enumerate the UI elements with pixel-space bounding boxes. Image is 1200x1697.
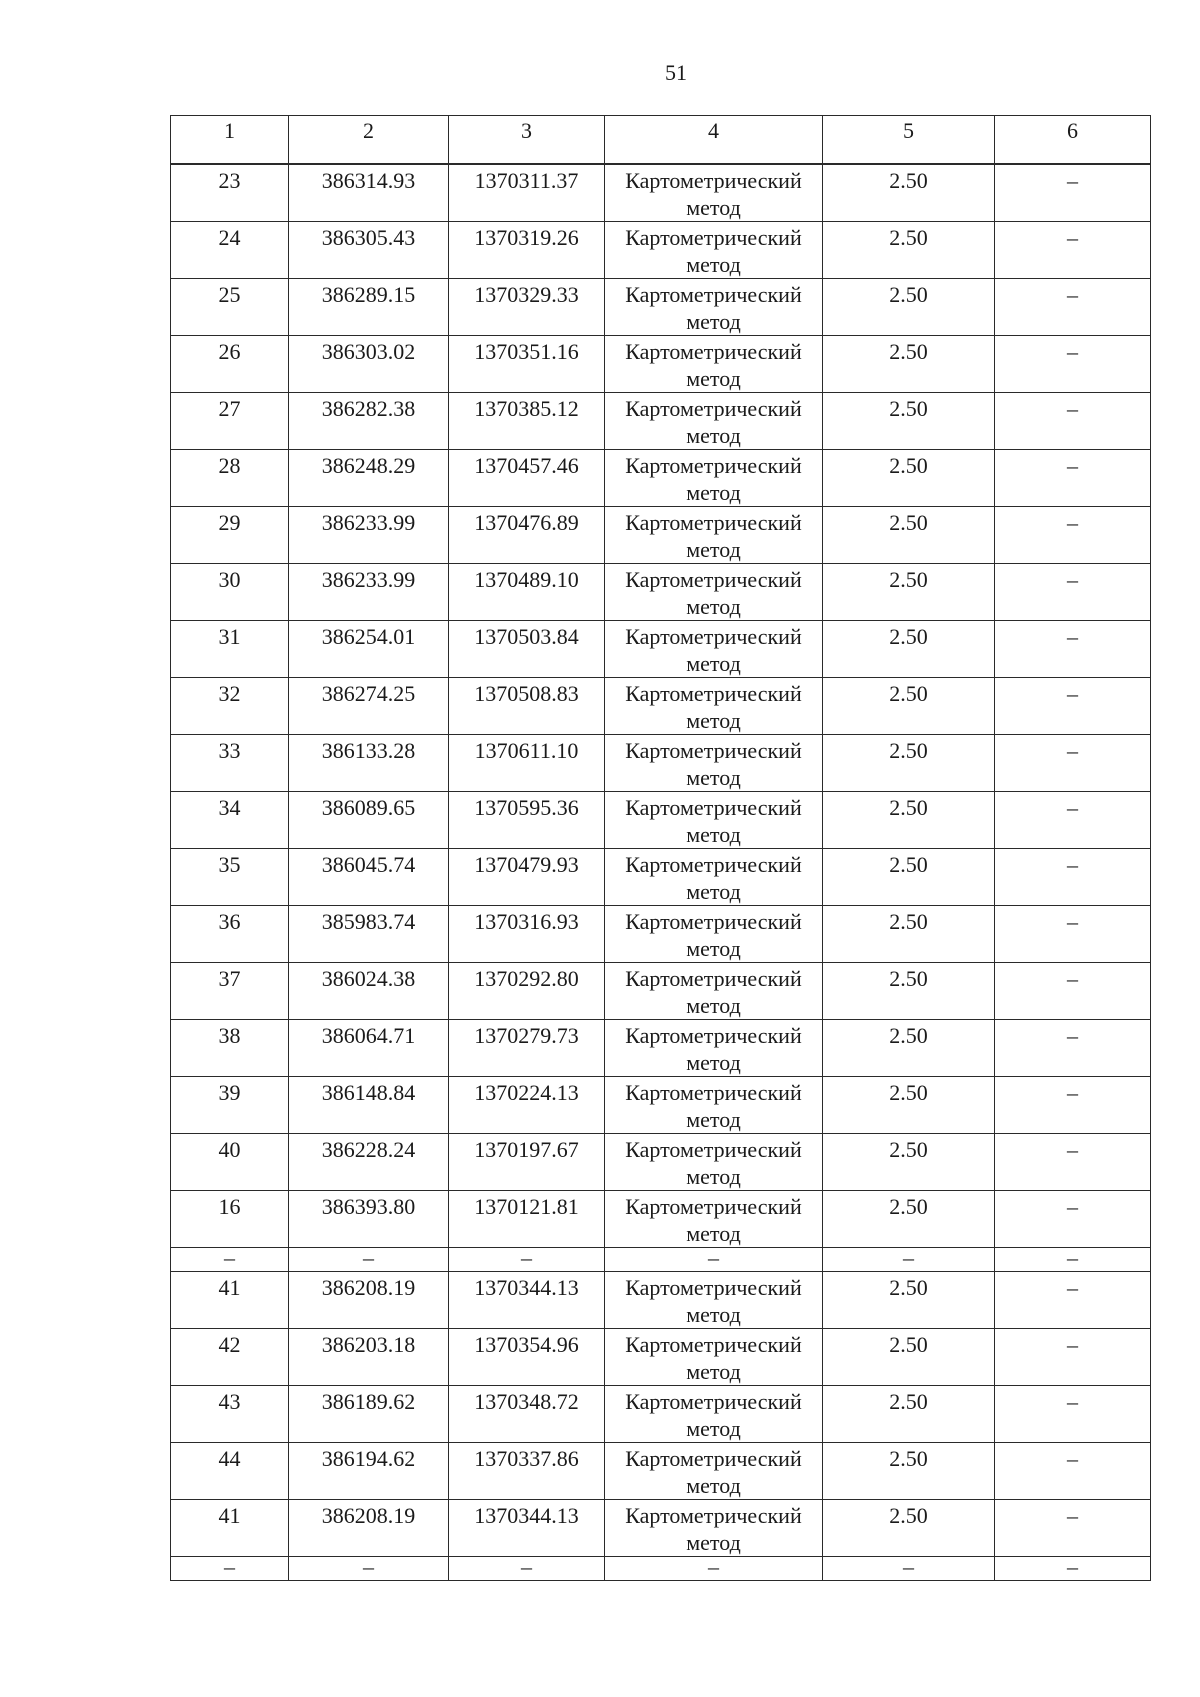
header-cell-4: 4 xyxy=(605,116,823,165)
header-cell-3: 3 xyxy=(449,116,605,165)
x-coordinate-cell: 386189.62 xyxy=(289,1386,449,1443)
table-row xyxy=(171,564,1151,621)
header-cell-5: 5 xyxy=(823,116,995,165)
table-row xyxy=(171,1134,1151,1191)
y-coordinate-cell: 1370311.37 xyxy=(449,164,605,222)
point-number-cell: 25 xyxy=(171,279,289,336)
x-coordinate-cell: 386248.29 xyxy=(289,450,449,507)
y-coordinate-cell: 1370224.13 xyxy=(449,1077,605,1134)
method-cell: Картометрический метод xyxy=(605,1500,823,1557)
x-coordinate-cell: 386393.80 xyxy=(289,1191,449,1248)
accuracy-cell: 2.50 xyxy=(823,1020,995,1077)
description-cell: – xyxy=(995,792,1151,849)
table-row xyxy=(171,1077,1151,1134)
point-number-cell: 39 xyxy=(171,1077,289,1134)
method-cell: Картометрический метод xyxy=(605,1272,823,1329)
accuracy-cell: 2.50 xyxy=(823,336,995,393)
point-number-cell: 36 xyxy=(171,906,289,963)
y-coordinate-cell: – xyxy=(449,1248,605,1272)
table-row xyxy=(171,1020,1151,1077)
method-cell: Картометрический метод xyxy=(605,906,823,963)
table-row xyxy=(171,1191,1151,1248)
table-row xyxy=(171,792,1151,849)
description-cell: – xyxy=(995,1272,1151,1329)
accuracy-cell: 2.50 xyxy=(823,1191,995,1248)
method-cell: Картометрический метод xyxy=(605,164,823,222)
point-number-cell: 28 xyxy=(171,450,289,507)
accuracy-cell: 2.50 xyxy=(823,279,995,336)
table-row xyxy=(171,849,1151,906)
table-row xyxy=(171,963,1151,1020)
method-cell: Картометрический метод xyxy=(605,279,823,336)
method-cell: Картометрический метод xyxy=(605,1329,823,1386)
accuracy-cell: 2.50 xyxy=(823,1443,995,1500)
table-row xyxy=(171,1443,1151,1500)
x-coordinate-cell: 386233.99 xyxy=(289,564,449,621)
x-coordinate-cell: 386133.28 xyxy=(289,735,449,792)
method-cell: Картометрический метод xyxy=(605,849,823,906)
x-coordinate-cell: 386305.43 xyxy=(289,222,449,279)
description-cell: – xyxy=(995,621,1151,678)
table-row xyxy=(171,507,1151,564)
accuracy-cell: 2.50 xyxy=(823,849,995,906)
description-cell: – xyxy=(995,393,1151,450)
y-coordinate-cell: 1370279.73 xyxy=(449,1020,605,1077)
method-cell: Картометрический метод xyxy=(605,1386,823,1443)
description-cell: – xyxy=(995,336,1151,393)
accuracy-cell: 2.50 xyxy=(823,1077,995,1134)
description-cell: – xyxy=(995,735,1151,792)
description-cell: – xyxy=(995,1191,1151,1248)
method-cell: Картометрический метод xyxy=(605,963,823,1020)
header-cell-2: 2 xyxy=(289,116,449,165)
table-row xyxy=(171,621,1151,678)
description-cell: – xyxy=(995,279,1151,336)
description-cell: – xyxy=(995,963,1151,1020)
coordinates-table-container xyxy=(170,115,1150,1581)
point-number-cell: 38 xyxy=(171,1020,289,1077)
accuracy-cell: 2.50 xyxy=(823,222,995,279)
page-number: 51 xyxy=(665,60,687,85)
point-number-cell: 23 xyxy=(171,164,289,222)
point-number-cell: 27 xyxy=(171,393,289,450)
accuracy-cell: 2.50 xyxy=(823,393,995,450)
description-cell: – xyxy=(995,678,1151,735)
point-number-cell: 26 xyxy=(171,336,289,393)
method-cell: Картометрический метод xyxy=(605,393,823,450)
description-cell: – xyxy=(995,507,1151,564)
table-row xyxy=(171,1272,1151,1329)
description-cell: – xyxy=(995,164,1151,222)
method-cell: Картометрический метод xyxy=(605,678,823,735)
y-coordinate-cell: 1370479.93 xyxy=(449,849,605,906)
accuracy-cell: 2.50 xyxy=(823,792,995,849)
x-coordinate-cell: – xyxy=(289,1557,449,1581)
method-cell: Картометрический метод xyxy=(605,1191,823,1248)
y-coordinate-cell: 1370329.33 xyxy=(449,279,605,336)
x-coordinate-cell: 386254.01 xyxy=(289,621,449,678)
point-number-cell: 32 xyxy=(171,678,289,735)
accuracy-cell: 2.50 xyxy=(823,963,995,1020)
accuracy-cell: 2.50 xyxy=(823,507,995,564)
separator-row xyxy=(171,1248,1151,1272)
point-number-cell: 41 xyxy=(171,1500,289,1557)
x-coordinate-cell: 386064.71 xyxy=(289,1020,449,1077)
accuracy-cell: 2.50 xyxy=(823,1386,995,1443)
point-number-cell: – xyxy=(171,1557,289,1581)
point-number-cell: 35 xyxy=(171,849,289,906)
method-cell: – xyxy=(605,1248,823,1272)
y-coordinate-cell: 1370611.10 xyxy=(449,735,605,792)
y-coordinate-cell: 1370316.93 xyxy=(449,906,605,963)
accuracy-cell: 2.50 xyxy=(823,1272,995,1329)
description-cell: – xyxy=(995,1248,1151,1272)
method-cell: Картометрический метод xyxy=(605,1443,823,1500)
description-cell: – xyxy=(995,1386,1151,1443)
point-number-cell: 44 xyxy=(171,1443,289,1500)
y-coordinate-cell: 1370292.80 xyxy=(449,963,605,1020)
description-cell: – xyxy=(995,849,1151,906)
y-coordinate-cell: 1370385.12 xyxy=(449,393,605,450)
description-cell: – xyxy=(995,1134,1151,1191)
table-row xyxy=(171,735,1151,792)
x-coordinate-cell: 386314.93 xyxy=(289,164,449,222)
method-cell: Картометрический метод xyxy=(605,564,823,621)
description-cell: – xyxy=(995,906,1151,963)
method-cell: Картометрический метод xyxy=(605,1020,823,1077)
x-coordinate-cell: 385983.74 xyxy=(289,906,449,963)
x-coordinate-cell: 386303.02 xyxy=(289,336,449,393)
description-cell: – xyxy=(995,564,1151,621)
y-coordinate-cell: 1370319.26 xyxy=(449,222,605,279)
x-coordinate-cell: 386208.19 xyxy=(289,1272,449,1329)
y-coordinate-cell: 1370489.10 xyxy=(449,564,605,621)
y-coordinate-cell: 1370351.16 xyxy=(449,336,605,393)
method-cell: – xyxy=(605,1557,823,1581)
method-cell: Картометрический метод xyxy=(605,507,823,564)
table-body xyxy=(171,164,1151,1581)
method-cell: Картометрический метод xyxy=(605,1134,823,1191)
x-coordinate-cell: 386203.18 xyxy=(289,1329,449,1386)
x-coordinate-cell: 386233.99 xyxy=(289,507,449,564)
table-row xyxy=(171,1500,1151,1557)
description-cell: – xyxy=(995,1500,1151,1557)
x-coordinate-cell: 386208.19 xyxy=(289,1500,449,1557)
y-coordinate-cell: 1370457.46 xyxy=(449,450,605,507)
method-cell: Картометрический метод xyxy=(605,792,823,849)
x-coordinate-cell: 386228.24 xyxy=(289,1134,449,1191)
method-cell: Картометрический метод xyxy=(605,222,823,279)
accuracy-cell: 2.50 xyxy=(823,621,995,678)
header-cell-1: 1 xyxy=(171,116,289,165)
point-number-cell: 31 xyxy=(171,621,289,678)
table-row xyxy=(171,906,1151,963)
point-number-cell: 37 xyxy=(171,963,289,1020)
method-cell: Картометрический метод xyxy=(605,450,823,507)
y-coordinate-cell: 1370337.86 xyxy=(449,1443,605,1500)
accuracy-cell: 2.50 xyxy=(823,564,995,621)
point-number-cell: – xyxy=(171,1248,289,1272)
description-cell: – xyxy=(995,1077,1151,1134)
table-row xyxy=(171,164,1151,222)
point-number-cell: 42 xyxy=(171,1329,289,1386)
y-coordinate-cell: 1370476.89 xyxy=(449,507,605,564)
point-number-cell: 16 xyxy=(171,1191,289,1248)
point-number-cell: 41 xyxy=(171,1272,289,1329)
y-coordinate-cell: 1370344.13 xyxy=(449,1272,605,1329)
table-row xyxy=(171,1386,1151,1443)
method-cell: Картометрический метод xyxy=(605,621,823,678)
accuracy-cell: 2.50 xyxy=(823,678,995,735)
description-cell: – xyxy=(995,222,1151,279)
accuracy-cell: – xyxy=(823,1557,995,1581)
table-row xyxy=(171,393,1151,450)
method-cell: Картометрический метод xyxy=(605,336,823,393)
coordinates-table xyxy=(170,115,1151,1581)
point-number-cell: 34 xyxy=(171,792,289,849)
point-number-cell: 29 xyxy=(171,507,289,564)
y-coordinate-cell: 1370197.67 xyxy=(449,1134,605,1191)
point-number-cell: 24 xyxy=(171,222,289,279)
description-cell: – xyxy=(995,1557,1151,1581)
x-coordinate-cell: 386194.62 xyxy=(289,1443,449,1500)
x-coordinate-cell: 386289.15 xyxy=(289,279,449,336)
description-cell: – xyxy=(995,1329,1151,1386)
separator-row xyxy=(171,1557,1151,1581)
description-cell: – xyxy=(995,450,1151,507)
accuracy-cell: – xyxy=(823,1248,995,1272)
y-coordinate-cell: – xyxy=(449,1557,605,1581)
description-cell: – xyxy=(995,1443,1151,1500)
y-coordinate-cell: 1370354.96 xyxy=(449,1329,605,1386)
y-coordinate-cell: 1370595.36 xyxy=(449,792,605,849)
table-row xyxy=(171,222,1151,279)
table-header-row xyxy=(171,116,1151,165)
accuracy-cell: 2.50 xyxy=(823,1500,995,1557)
header-cell-6: 6 xyxy=(995,116,1151,165)
x-coordinate-cell: 386148.84 xyxy=(289,1077,449,1134)
accuracy-cell: 2.50 xyxy=(823,1329,995,1386)
x-coordinate-cell: 386089.65 xyxy=(289,792,449,849)
y-coordinate-cell: 1370508.83 xyxy=(449,678,605,735)
accuracy-cell: 2.50 xyxy=(823,906,995,963)
y-coordinate-cell: 1370348.72 xyxy=(449,1386,605,1443)
x-coordinate-cell: 386045.74 xyxy=(289,849,449,906)
point-number-cell: 43 xyxy=(171,1386,289,1443)
point-number-cell: 40 xyxy=(171,1134,289,1191)
table-row xyxy=(171,450,1151,507)
x-coordinate-cell: – xyxy=(289,1248,449,1272)
accuracy-cell: 2.50 xyxy=(823,164,995,222)
y-coordinate-cell: 1370503.84 xyxy=(449,621,605,678)
description-cell: – xyxy=(995,1020,1151,1077)
accuracy-cell: 2.50 xyxy=(823,450,995,507)
x-coordinate-cell: 386274.25 xyxy=(289,678,449,735)
x-coordinate-cell: 386282.38 xyxy=(289,393,449,450)
point-number-cell: 30 xyxy=(171,564,289,621)
x-coordinate-cell: 386024.38 xyxy=(289,963,449,1020)
method-cell: Картометрический метод xyxy=(605,1077,823,1134)
y-coordinate-cell: 1370121.81 xyxy=(449,1191,605,1248)
y-coordinate-cell: 1370344.13 xyxy=(449,1500,605,1557)
table-row xyxy=(171,336,1151,393)
accuracy-cell: 2.50 xyxy=(823,735,995,792)
table-row xyxy=(171,678,1151,735)
table-row xyxy=(171,1329,1151,1386)
method-cell: Картометрический метод xyxy=(605,735,823,792)
accuracy-cell: 2.50 xyxy=(823,1134,995,1191)
point-number-cell: 33 xyxy=(171,735,289,792)
table-row xyxy=(171,279,1151,336)
